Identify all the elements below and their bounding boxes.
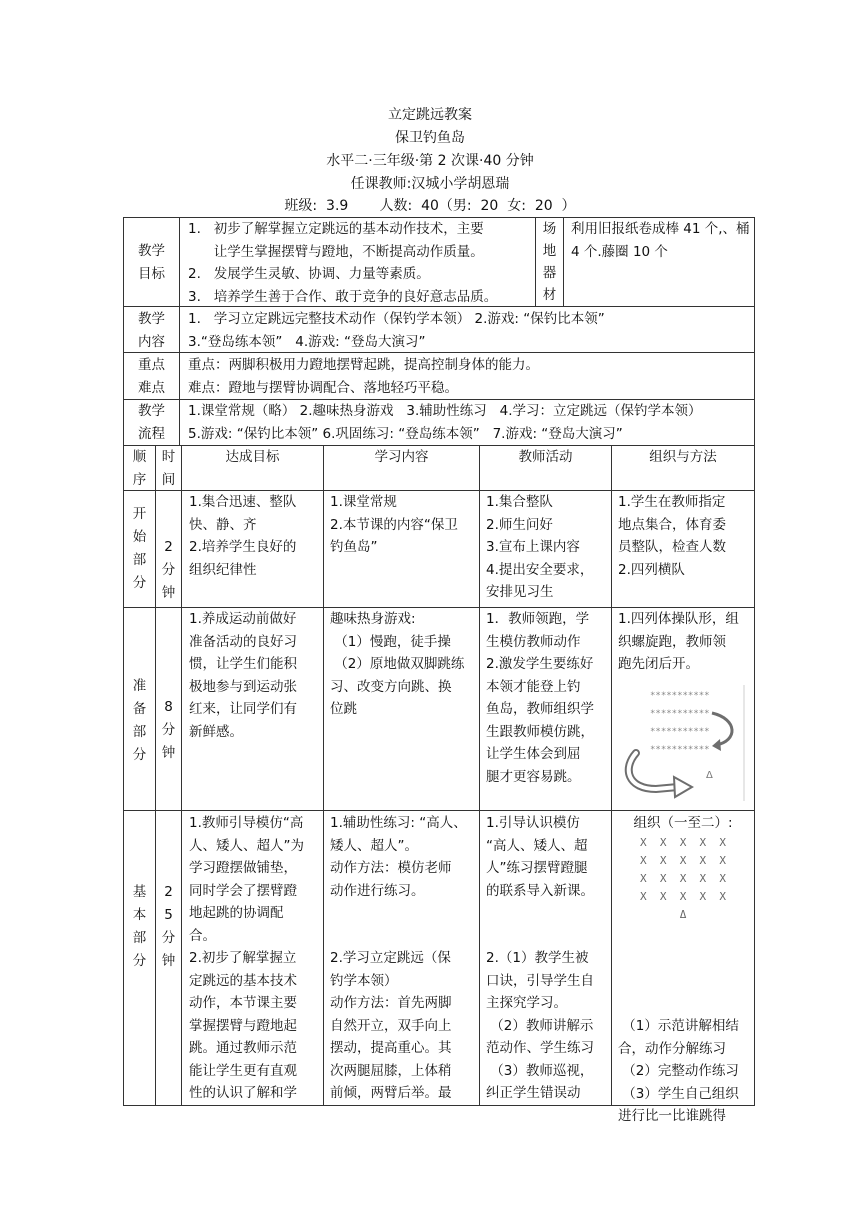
row-basic-teacher: 1.引导认识模仿 “高人、矮人、超 人”练习摆臂蹬腿 的联系导入新课。 2.（1）教学生被 口诀，引导学生自 主探究学习。 （2）教师讲解示 范动作、学生练习 （3）教师巡视， 纠正学生错误动 — [486, 815, 594, 1101]
venue-text: 利用旧报纸卷成棒 41 个,、桶 4 个.藤圈 10 个 — [571, 221, 754, 260]
row-start-learn: 1.课堂常规 2.本节课的内容“保卫 钓鱼岛” — [330, 494, 458, 555]
row-prep-time: 8 分 钟 — [161, 699, 176, 761]
goal-item: 1. 初步了解掌握立定跳远的基本动作技术，主要 让学生掌握摆臂与蹬地，不断提高动作质量。 — [188, 221, 484, 260]
process-text: 1.课堂常规（略） 2.趣味热身游戏 3.辅助性练习 4.学习：立定跳远（保钓学本领） 5.游戏: “保钓比本领” 6.巩固练习: “登岛练本领” 7.游戏: “登岛大演习” — [188, 403, 702, 442]
col-learn-header: 学习内容 — [374, 449, 429, 465]
spiral-run-diagram — [620, 683, 750, 803]
row-prep-teacher: 1．教师领跑，学 生模仿教师动作 2.激发学生要练好 本领才能登上钓 鱼岛，教师组织学 生跟教师模仿跳， 让学生体会到屈 腿才更容易跳。 — [486, 611, 594, 785]
col-order-header: 顺 序 — [132, 449, 147, 488]
goal-item: 3. 培养学生善于合作、敢于竞争的良好意志品质。 — [188, 288, 498, 305]
formation-teacher: Δ — [679, 908, 687, 921]
venue-label: 场 地 器 材 — [542, 221, 557, 303]
formation-row: X X X X X — [639, 854, 727, 867]
row-start-teacher: 1.集合整队 2.师生问好 3.宣布上课内容 4.提出安全要求， 安排见习生 — [486, 494, 594, 600]
doc-teacher: 任课教师:汉城小学胡恩瑞 — [350, 176, 510, 192]
row-basic-org-steps: （1）示范讲解相结 合，动作分解练习 （2）完整动作练习 （3）学生自己组织 进行比一比谁跳得 — [618, 1018, 739, 1124]
col-goal-header: 达成目标 — [225, 449, 280, 465]
row-basic-time: 2 5 分 钟 — [161, 884, 176, 969]
doc-class-line: 班级: 3.9 人数: 40（男: 20 女: 20 ） — [284, 198, 576, 214]
row-start-org: 1.学生在教师指定 地点集合，体育委 员整队，检查人数 2.四列横队 — [618, 494, 726, 578]
row-prep-learn: 趣味热身游戏: （1）慢跑，徒手操 （2）原地做双脚跳练 习、改变方向跳、换 位跳 — [330, 611, 465, 717]
row-start-stage: 开 始 部 分 — [132, 506, 147, 591]
keypoints-text: 重点：两脚积极用力蹬地摆臂起跳，提高控制身体的能力。 难点：蹬地与摆臂协调配合、落地轻巧平稳。 — [188, 357, 539, 396]
doc-subtitle: 保卫钓鱼岛 — [395, 130, 465, 146]
col-time-header: 时 间 — [161, 449, 176, 488]
diagram-row-1: *********** — [650, 691, 710, 701]
col-org-header: 组织与方法 — [649, 449, 717, 465]
diagram-teacher-mark: Δ — [706, 770, 713, 781]
row-basic-goal: 1.教师引导模仿“高 人、矮人、超人”为 学习蹬摆做铺垫， 同时学会了摆臂蹬 地起跳的协调配 合。 2.初步了解掌握立 定跳远的基本技术 动作，本节课主要 掌握摆臂与蹬地起 跳。通过教师示范 能让学生更有直观 性的认识了解和学 — [189, 815, 304, 1101]
process-label: 教学 流程 — [138, 403, 165, 442]
row-prep-org: 1.四列体操队形，组 织螺旋跑，教师领 跑先闭后开。 — [618, 611, 739, 672]
keypoints-label: 重点 难点 — [138, 357, 165, 396]
formation-grid — [612, 834, 754, 924]
formation-row: X X X X X — [639, 872, 727, 885]
content-text: 1. 学习立定跳远完整技术动作（保钓学本领） 2.游戏: “保钓比本领” 3.“登岛练本领” 4.游戏: “登岛大演习” — [188, 311, 605, 350]
row-prep-stage: 准 备 部 分 — [132, 678, 147, 763]
doc-level: 水平二·三年级·第 2 次课·40 分钟 — [326, 153, 534, 169]
formation-row: X X X X X — [639, 836, 727, 849]
col-teacher-header: 教师活动 — [518, 449, 573, 465]
goals-label: 教学 目标 — [138, 243, 165, 282]
row-prep-goal: 1.养成运动前做好 准备活动的良好习 惯，让学生们能积 极地参与到运动张 红来，让同学们有 新鲜感。 — [189, 611, 297, 740]
content-label: 教学 内容 — [138, 311, 165, 350]
row-basic-stage: 基 本 部 分 — [132, 884, 147, 969]
spiral-run-svg — [620, 683, 750, 803]
formation-row: X X X X X — [639, 890, 727, 903]
row-basic-org-title: 组织（一至二）: — [633, 815, 733, 831]
goals-list — [188, 218, 534, 308]
doc-title: 立定跳远教案 — [388, 107, 472, 123]
goal-item: 2. 发展学生灵敏、协调、力量等素质。 — [188, 266, 430, 282]
diagram-row-4: *********** — [650, 745, 710, 755]
diagram-row-2: *********** — [650, 709, 710, 719]
row-basic-learn: 1.辅助性练习: “高人、 矮人、超人”。 动作方法：模仿老师 动作进行练习。 2.学习立定跳远（保 钓学本领） 动作方法：首先两脚 自然开立，双手向上 摆动，提高重心。其 次两腿屈膝，上体稍 前倾，两臂后举。最 — [330, 815, 467, 1101]
diagram-row-3: *********** — [650, 727, 710, 737]
row-start-time: 2 分 钟 — [161, 539, 176, 601]
row-start-goal: 1.集合迅速、整队 快、静、齐 2.培养学生良好的 组织纪律性 — [189, 494, 297, 578]
